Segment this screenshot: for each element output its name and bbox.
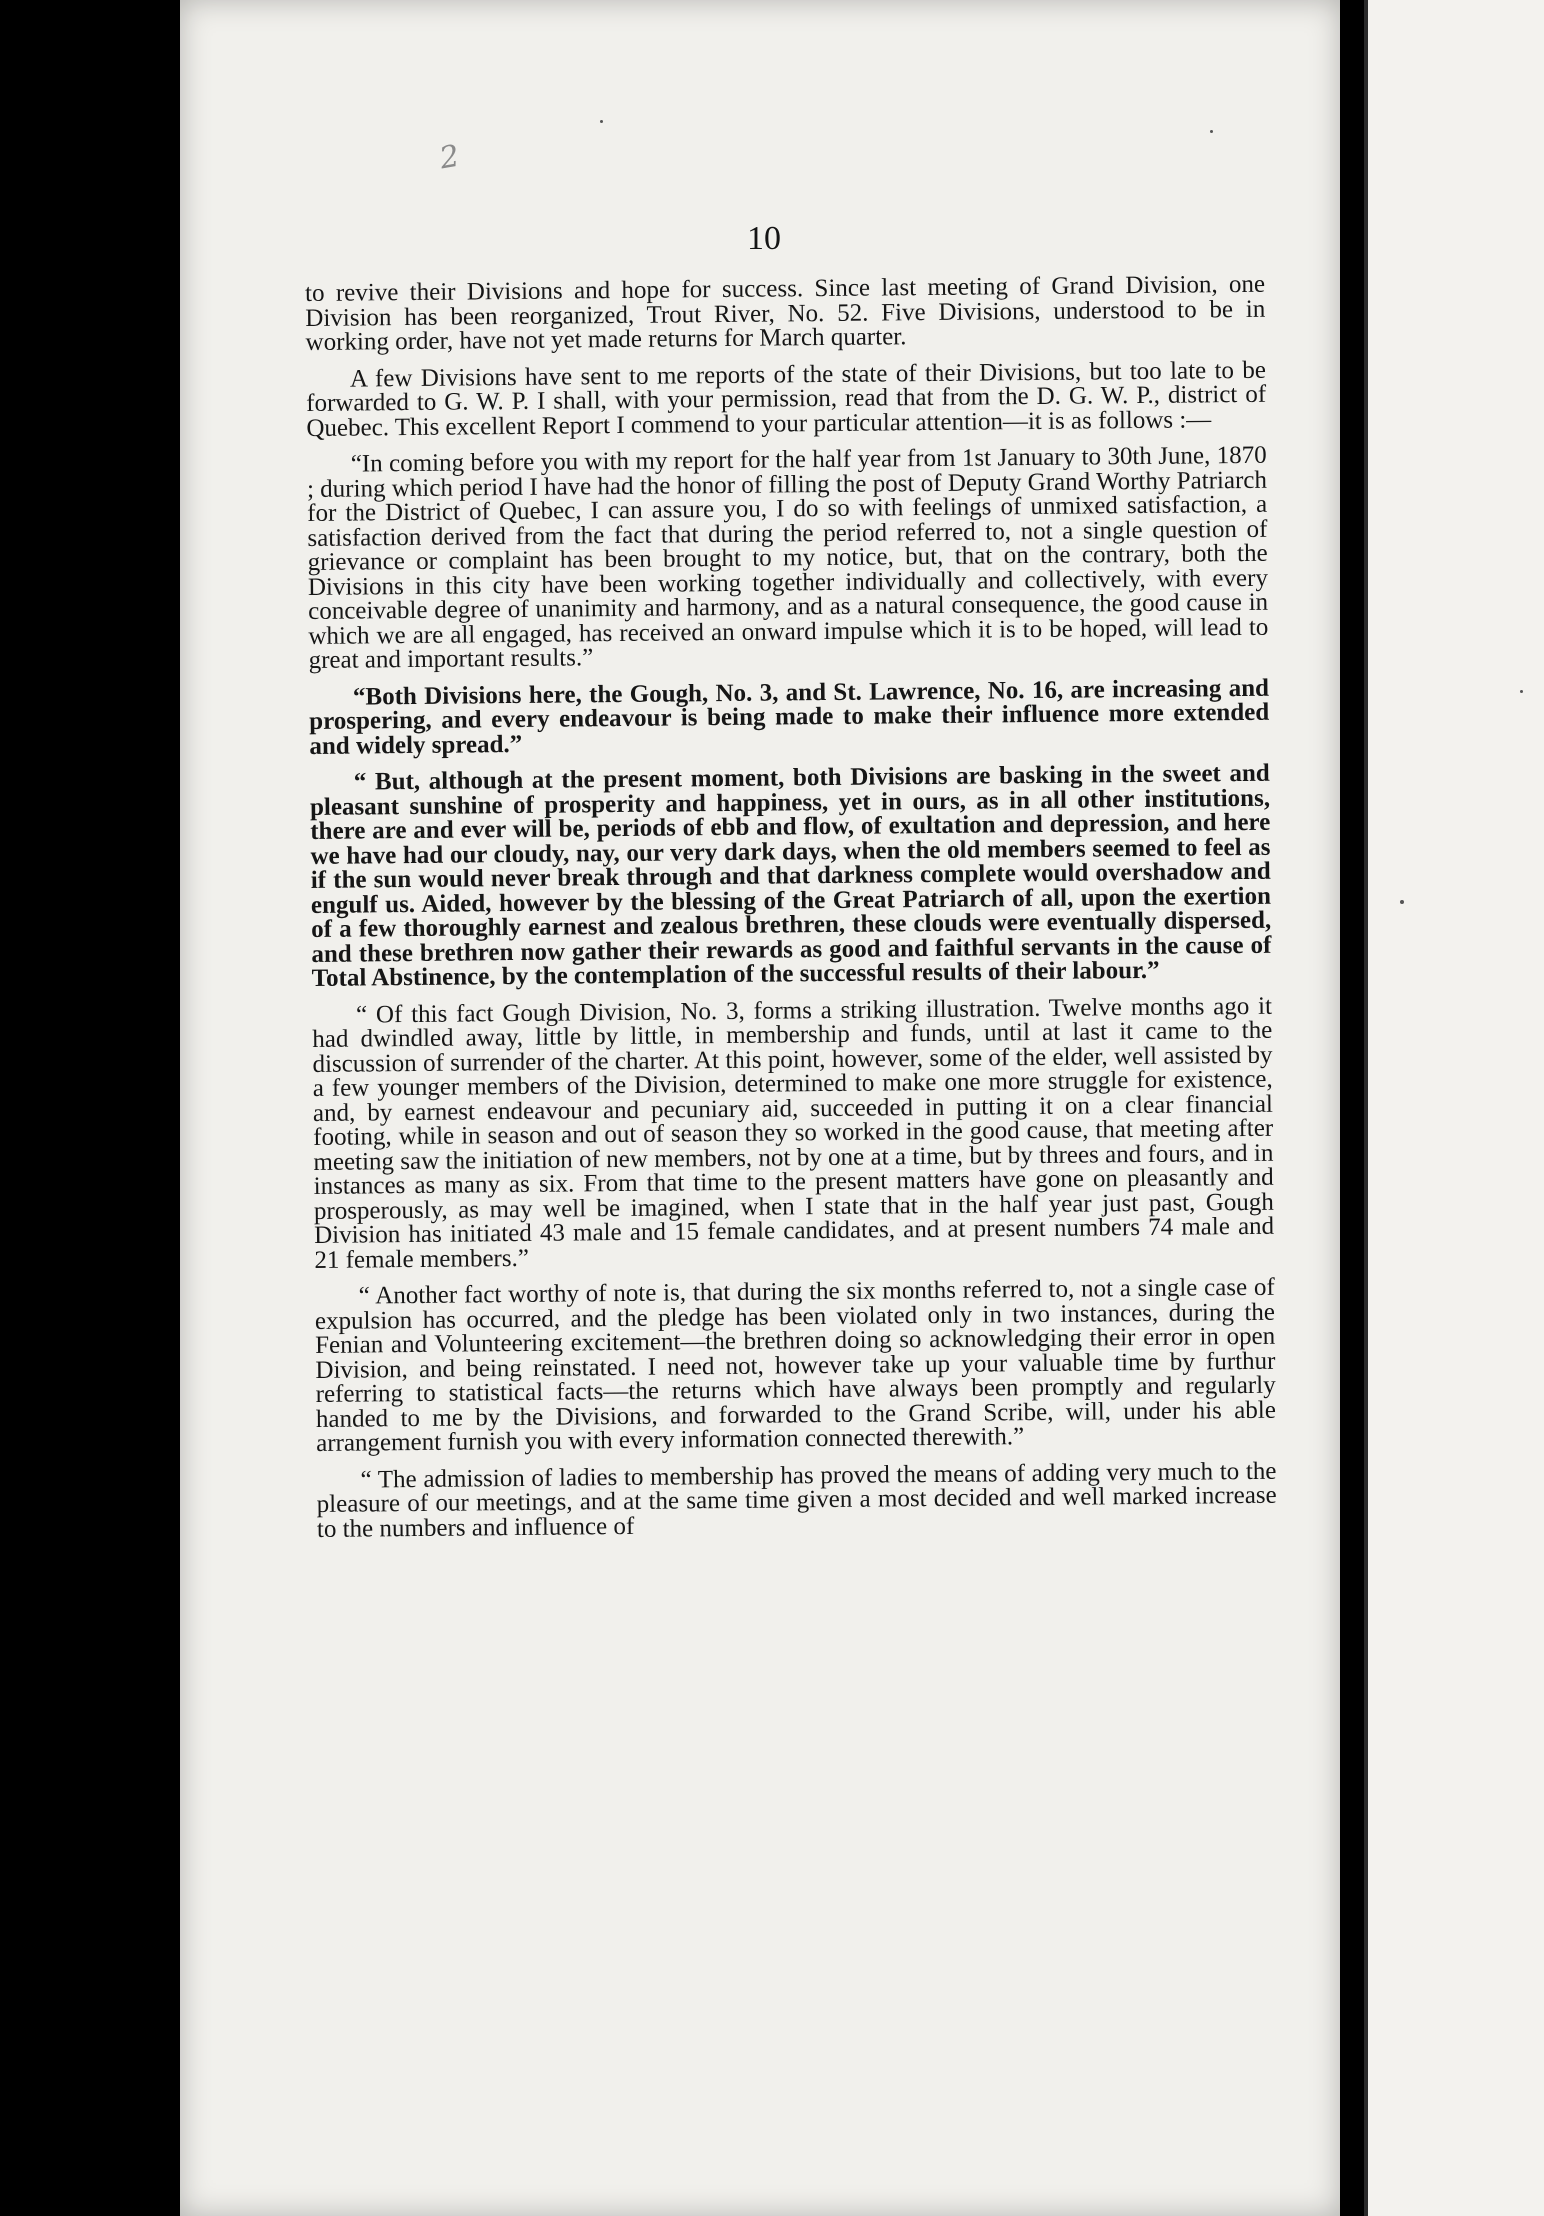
body-text [304, 270, 1277, 1554]
page-number: 10 [747, 220, 781, 257]
paragraph-continuation: to revive their Divisions and hope for success. Since last meeting of Grand Division, one Division has been reorganized, Trout River, No. 52. Five Divisions, understood to be in working order, have not yet made returns for March quarter. [304, 270, 1266, 356]
paragraph-quote-gough-division: “ Of this fact Gough Division, No. 3, forms a striking illustration. Twelve months ago it had dwindled away, little by little, in membership and funds, until at last it came to the discussion of surrender of the charter. At this point, however, some of the elder, well assisted by a few younger members of the Division, determined to make one more struggle for existence, and, by earnest endeavour and pecuniary aid, succeeded in putting it on a clear financial footing, while in season and out of season they so worked in the good cause, that meeting after meeting saw the initiation of new members, not by one at a time, but by threes and fours, and in instances as many as six. From that time to the present matters have gone on pleasantly and prosperously, as may well be imagined, when I state that in the half year just past, Gough Division has initiated 43 male and 15 female candidates, and at present numbers 74 male and 21 female members.” [312, 992, 1275, 1274]
adjacent-page-edge [1364, 0, 1544, 2216]
scan-speck [1520, 690, 1523, 693]
pencil-annotation: 2 [437, 138, 462, 177]
paragraph-quote-admission-ladies: “ The admission of ladies to membership has proved the means of adding very much to the pleasure of our meetings, and at the same time given a most decided and well marked increase to the numbers and influence of [316, 1457, 1277, 1543]
scan-speck [600, 120, 603, 123]
paragraph-quote-both-divisions: “Both Divisions here, the Gough, No. 3, and St. Lawrence, No. 16, are increasing and prospering, and every endeavour is being made to make their influence more extended and widely spread.” [309, 674, 1270, 760]
paragraph-quote-ebb-and-flow: “ But, although at the present moment, both Divisions are basking in the sweet and pleasant sunshine of prosperity and happiness, yet in ours, as in all other institutions, there are and ever will be, periods of ebb and flow, of exultation and depression, and here we have had our cloudy, nay, our very dark days, when the old members seemed to feel as if the sun would never break through and that darkness complete would overshadow and engulf us. Aided, however by the blessing of the Great Patriarch of all, upon the exertion of a few thoroughly earnest and zealous brethren, these clouds were eventually dispersed, and these brethren now gather their rewards as good and faithful servants in the cause of Total Abstinence, by the contemplation of the successful results of their labour.” [309, 759, 1272, 992]
paragraph-quote-report-intro: “In coming before you with my report for the half year from 1st January to 30th June, 1870 ; during which period I have had the honor of filling the post of Deputy Grand Worthy Patriarch for the District of Quebec, I can assure you, I do so with feelings of unmixed satisfaction, a satisfaction derived from the fact that during the period referred to, not a single question of grievance or complaint has been brought to my notice, but, that on the contrary, both the Divisions in this city have been working together individually and collectively, with every conceivable degree of unanimity and harmony, and as a natural consequence, the good cause in which we are all engaged, has received an onward impulse which it is to be hoped, will lead to great and important results.” [306, 441, 1269, 674]
adjacent-page-border [1364, 0, 1368, 2216]
scan-speck [1210, 130, 1213, 133]
paragraph-quote-another-fact: “ Another fact worthy of note is, that during the six months referred to, not a single case of expulsion has occurred, and the pledge has been violated only in two instances, during the Fenian and Volunteering excitement—the brethren doing so acknowledging their error in open Division, and being reinstated. I need not, however take up your valuable time by furthur referring to statistical facts—the returns which have always been promptly and regularly handed to me by the Divisions, and forwarded to the Grand Scribe, will, under his able arrangement furnish you with every information connected therewith.” [314, 1273, 1276, 1457]
paragraph-divisions-reports: A few Divisions have sent to me reports of the state of their Divisions, but too late to be forwarded to G. W. P. I shall, with your permission, read that from the D. G. W. P., district of Quebec. This excellent Report I commend to your particular attention—it is as follows :— [306, 356, 1267, 442]
scan-border-left [0, 0, 180, 2216]
scan-speck [1400, 900, 1404, 904]
scan-gutter [1340, 0, 1364, 2216]
